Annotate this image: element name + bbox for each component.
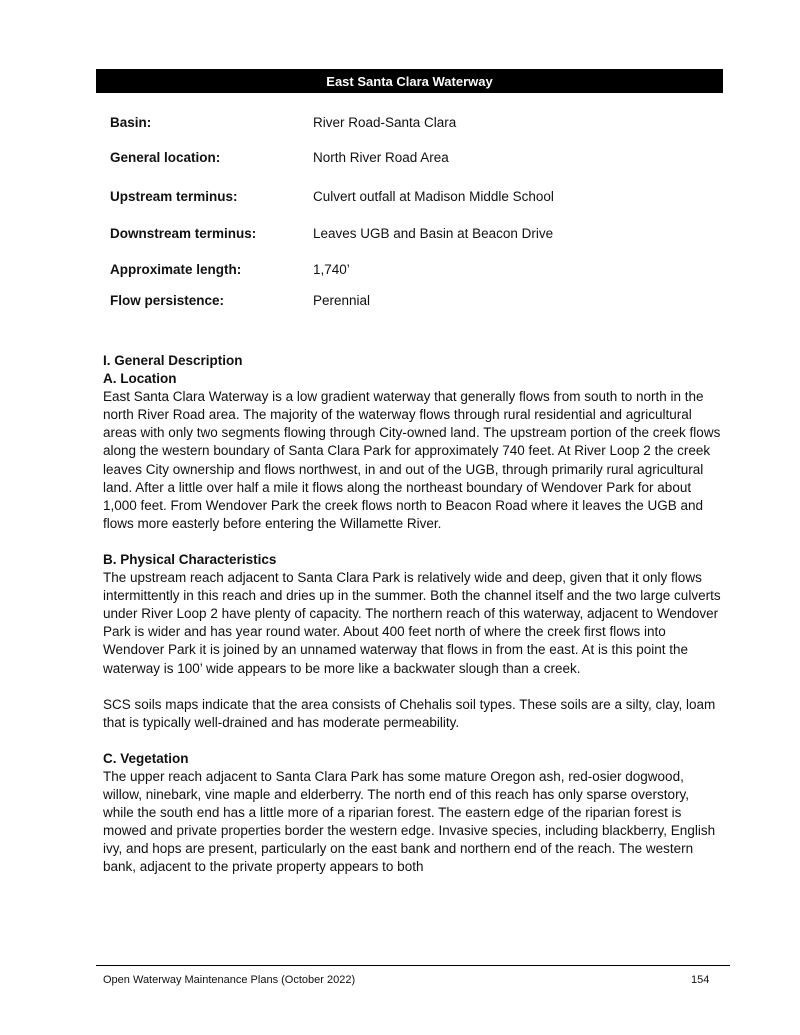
- section-heading: I. General Description: [103, 353, 243, 368]
- summary-value: Culvert outfall at Madison Middle School: [313, 189, 554, 204]
- physical-characteristics-heading: B. Physical Characteristics: [103, 551, 277, 567]
- summary-label: General location:: [110, 150, 221, 165]
- summary-label: Upstream terminus:: [110, 189, 238, 204]
- footer-document-title: Open Waterway Maintenance Plans (October 2022): [103, 974, 356, 986]
- footer-divider: [96, 965, 730, 966]
- summary-value: 1,740’: [313, 262, 350, 277]
- summary-label: Approximate length:: [110, 262, 242, 277]
- location-paragraph: East Santa Clara Waterway is a low gradient waterway that generally flows from south to north in the north River Road area. The majority of the waterway flows through rural residential and agricultural areas with only two segments flowing through City-owned land. The upstream portion of the creek flows along the western boundary of Santa Clara Park for approximately 740 feet. At River Loop 2 the creek leaves City ownership and flows northwest, in and out of the UGB, through primarily rural agricultural land. After a little over half a mile it flows along the northeast boundary of Wendover Park for about 1,000 feet. From Wendover Park the creek flows north to Beacon Road where it leaves the UGB and flows more easterly before entering the Willamette River.: [103, 389, 721, 531]
- summary-value: Leaves UGB and Basin at Beacon Drive: [313, 226, 554, 241]
- paragraph-spacer: [103, 533, 723, 551]
- vegetation-paragraph: The upper reach adjacent to Santa Clara Park has some mature Oregon ash, red-osier dogwood, willow, ninebark, vine maple and elderberry. The north end of this reach has only sparse overstory, while the south end has a little more of a riparian forest. The eastern edge of the riparian forest is mowed and private properties border the western edge. Invasive species, including blackberry, English ivy, and hops are present, particularly on the east bank and northern end of the reach. The western bank, adjacent to the private property appears to both: [103, 768, 716, 875]
- summary-value: North River Road Area: [313, 150, 449, 165]
- paragraph-spacer: [103, 732, 723, 750]
- summary-value: River Road-Santa Clara: [313, 115, 457, 130]
- document-title: East Santa Clara Waterway: [326, 73, 493, 89]
- summary-value: Perennial: [313, 293, 371, 308]
- vegetation-heading: C. Vegetation: [103, 750, 189, 766]
- location-heading: A. Location: [103, 371, 177, 387]
- soils-paragraph: SCS soils maps indicate that the area consists of Chehalis soil types. These soils are a silty, clay, loam that is typically well-drained and has moderate permeability.: [103, 696, 716, 730]
- summary-label: Downstream terminus:: [110, 226, 257, 241]
- physical-characteristics-paragraph: The upstream reach adjacent to Santa Clara Park is relatively wide and deep, given that it only flows intermittently in this reach and dries up in the summer. Both the channel itself and the two large culverts under River Loop 2 have plenty of capacity. The northern reach of this waterway, adjacent to Wendover Park is wider and has year round water. About 400 feet north of where the creek first flows into Wendover Park it is joined by an unnamed waterway that flows in from the east. At is this point the waterway is 100’ wide appears to be more like a backwater slough than a creek.: [103, 570, 721, 676]
- document-title-bar: [96, 69, 723, 93]
- footer-page-number: 154: [691, 974, 710, 986]
- summary-label: Flow persistence:: [110, 293, 225, 308]
- document-body: [103, 352, 723, 876]
- summary-label: Basin:: [110, 115, 152, 130]
- paragraph-spacer: [103, 678, 723, 696]
